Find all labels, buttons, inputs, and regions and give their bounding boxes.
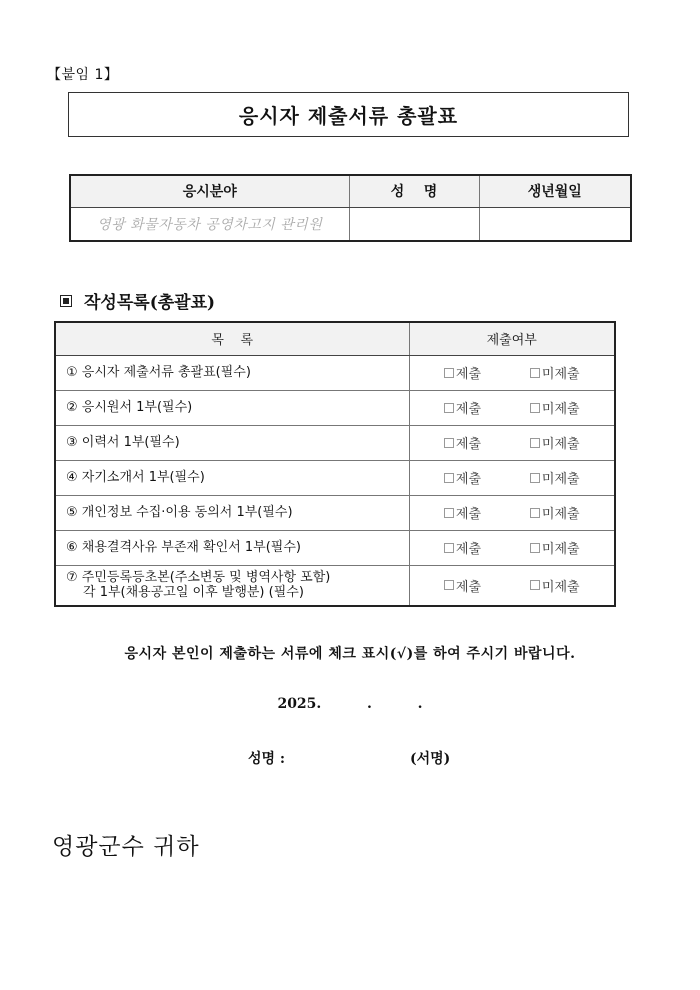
header-submission: 제출여부: [409, 322, 615, 355]
option-label: 미제출: [541, 367, 580, 382]
page-title: 응시자 제출서류 총괄표: [238, 104, 459, 128]
item-label: ④ 자기소개서 1부(필수): [55, 460, 409, 495]
item-label: ⑤ 개인정보 수집·이용 동의서 1부(필수): [55, 495, 409, 530]
checkbox-submitted[interactable]: [444, 398, 481, 417]
checkbox-icon: [530, 368, 540, 378]
item-label: ⑥ 채용결격사유 부존재 확인서 1부(필수): [55, 530, 409, 565]
checkbox-icon: [530, 403, 540, 413]
name-input[interactable]: [349, 207, 479, 241]
checkbox-icon: [444, 403, 454, 413]
title-box: [68, 92, 629, 137]
checkbox-icon: [444, 368, 454, 378]
table-row: [55, 390, 615, 425]
date-month-dot: .: [367, 696, 372, 712]
checkbox-icon: [444, 543, 454, 553]
table-row: [55, 495, 615, 530]
option-label: 제출: [455, 507, 482, 522]
item-label: ⑦ 주민등록등초본(주소변동 및 병역사항 포함): [66, 570, 331, 586]
option-label: 미제출: [541, 507, 580, 522]
info-header-row: [70, 175, 631, 207]
field-value: 영광 화물자동차 공영차고지 관리원: [70, 207, 349, 241]
checkbox-icon: [444, 508, 454, 518]
option-label: 제출: [455, 367, 482, 382]
item-label: ① 응시자 제출서류 총괄표(필수): [55, 355, 409, 390]
checkbox-not-submitted[interactable]: [530, 398, 580, 417]
header-name: 성 명: [349, 175, 479, 207]
item-label: ③ 이력서 1부(필수): [55, 425, 409, 460]
option-label: 제출: [455, 472, 482, 487]
header-list: 목 록: [55, 322, 409, 355]
table-row: [55, 530, 615, 565]
checkbox-not-submitted[interactable]: [530, 503, 580, 522]
table-row: [55, 355, 615, 390]
checkbox-icon: [530, 438, 540, 448]
header-field: 응시분야: [70, 175, 349, 207]
option-label: 미제출: [541, 437, 580, 452]
document-checklist-table: [54, 321, 616, 607]
checkbox-icon: [530, 543, 540, 553]
checkbox-submitted[interactable]: [444, 363, 481, 382]
item-label-multiline: [55, 565, 409, 606]
checkbox-icon: [530, 508, 540, 518]
option-label: 제출: [455, 579, 482, 595]
applicant-info-table: [69, 174, 632, 242]
checklist-header-row: [55, 322, 615, 355]
checkbox-not-submitted[interactable]: [530, 538, 580, 557]
checkbox-submitted[interactable]: [444, 503, 481, 522]
checkbox-icon: [444, 580, 454, 590]
birth-date-input[interactable]: [479, 207, 631, 241]
attachment-label: 【붙임 1】: [47, 67, 119, 83]
checkbox-icon: [444, 438, 454, 448]
checkbox-not-submitted[interactable]: [530, 433, 580, 452]
section-heading: [60, 288, 215, 313]
checkbox-submitted[interactable]: [444, 576, 481, 595]
check-instruction: 응시자 본인이 제출하는 서류에 체크 표시(√)를 하여 주시기 바랍니다.: [124, 646, 576, 662]
date-day-dot: .: [417, 696, 423, 712]
item-label: ② 응시원서 1부(필수): [55, 390, 409, 425]
option-label: 제출: [455, 402, 482, 417]
section-title: 작성목록(총괄표): [84, 293, 216, 313]
date-year: 2025.: [277, 696, 322, 712]
checkbox-submitted[interactable]: [444, 468, 481, 487]
info-row: [70, 207, 631, 241]
option-label: 미제출: [541, 472, 580, 487]
checkbox-not-submitted[interactable]: [530, 363, 580, 382]
filled-square-icon: [60, 295, 72, 307]
option-label: 미제출: [541, 579, 580, 595]
item-label-line2: 각 1부(채용공고일 이후 발행분) (필수): [83, 585, 304, 601]
option-label: 미제출: [541, 542, 580, 557]
option-label: 미제출: [541, 402, 580, 417]
checkbox-not-submitted[interactable]: [530, 576, 580, 595]
table-row: [55, 425, 615, 460]
checkbox-submitted[interactable]: [444, 538, 481, 557]
header-birth-date: 생년월일: [479, 175, 631, 207]
date-line: [0, 696, 700, 712]
option-label: 제출: [455, 542, 482, 557]
signature-name-label: 성명 :: [248, 751, 286, 767]
addressee: 영광군수 귀하: [52, 834, 200, 860]
table-row: [55, 460, 615, 495]
checkbox-icon: [444, 473, 454, 483]
signature-mark-label: (서명): [410, 751, 451, 767]
checkbox-icon: [530, 473, 540, 483]
table-row: [55, 565, 615, 606]
checkbox-not-submitted[interactable]: [530, 468, 580, 487]
option-label: 제출: [455, 437, 482, 452]
checkbox-submitted[interactable]: [444, 433, 481, 452]
checkbox-icon: [530, 580, 540, 590]
